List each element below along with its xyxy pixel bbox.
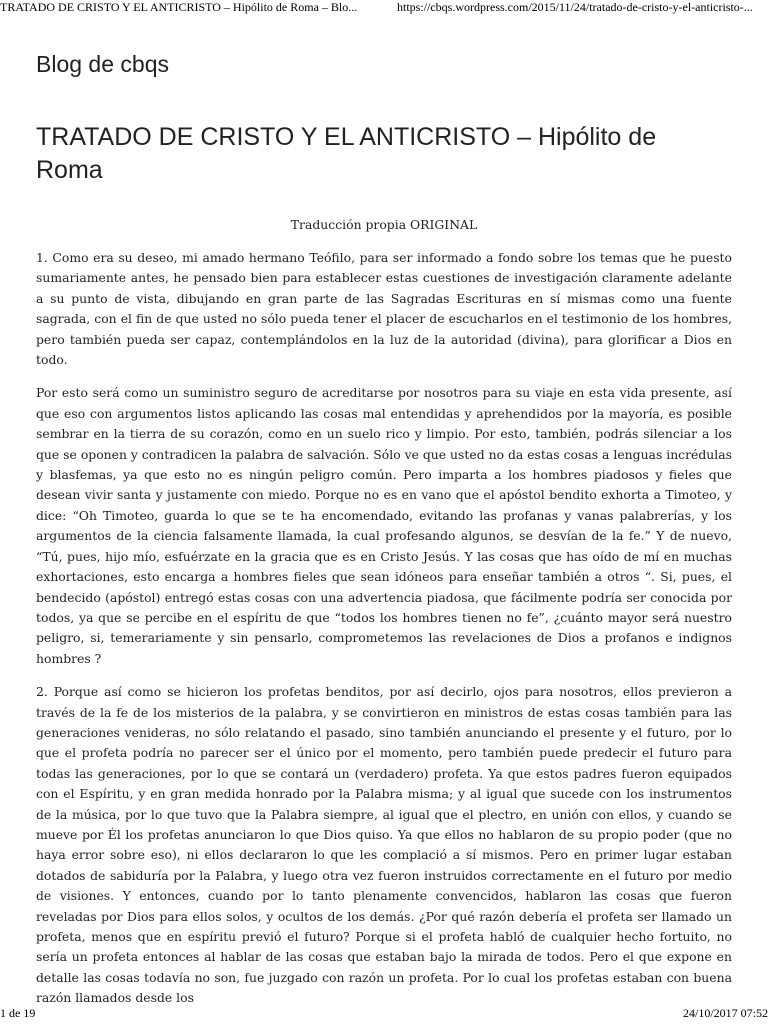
paragraph: 1. Como era su deseo, mi amado hermano Teófilo, para ser informado a fondo sobre los temas que he puesto sumariamente antes, he pensado bien para establecer estas cuestiones de investigación claramente adelante a su punto de vista, dibujando en gran parte de las Sagradas Escrituras en sí mismas como una fuente sagrada, con el fin de que usted no sólo pueda tener el placer de escucharlos en el testimonio de los hombres, pero también pueda ser capaz, contemplándolos en la luz de la autoridad (divina), para glorificar a Dios en todo. xyxy=(36,250,732,368)
blog-title[interactable]: Blog de cbqs xyxy=(36,51,169,77)
paragraph: 2. Porque así como se hicieron los profetas benditos, por así decirlo, ojos para nosotros, ellos previeron a través de la fe de los misterios de la palabra, y se convirtieron en ministros de estas cosas también para las generaciones venideras, no sólo relatando el pasado, sino también anunciando el presente y el futuro, por lo que el profeta podría no parecer ser el único por el momento, pero también puede predecir el futuro para todas las generaciones, por lo que se contará un (verdadero) profeta. Ya que estos padres fueron equipados con el Espíritu, y en gran medida honrado por la Palabra misma; y al igual que sucede con los instrumentos de la música, por lo que tuvo que la Palabra siempre, al igual que el plectro, en unión con ellos, y cuando se mueve por Él los profetas anunciaron lo que Dios quiso. Ya que ellos no hablaron de su propio poder (que no haya error sobre eso), ni ellos declararon lo que les complació a sí mismos. Pero en primer lugar estaban dotados de sabiduría por la Palabra, y luego otra vez fueron instruidos correctamente en el futuro por medio de visiones. Y entonces, cuando por lo tanto plenamente convencidos, hablaron las cosas que fueron reveladas por Dios para ellos solos, y ocultos de los demás. ¿Por qué razón debería el profeta ser llamado un profeta, menos que en espíritu previó el futuro? Porque si el profeta habló de cualquier hecho fortuito, no sería un profeta entonces al hablar de las cosas que estaban bajo la mirada de todos. Pero el que expone en detalle las cosas todavía no son, fue juzgado con razón un profeta. Por lo cual los profetas estaban con buena razón llamados desde los xyxy=(36,684,732,1006)
post-title: TRATADO DE CRISTO Y EL ANTICRISTO – Hipólito de Roma xyxy=(36,123,657,184)
post-content xyxy=(36,248,732,1022)
page-counter: 1 de 19 xyxy=(0,1006,36,1020)
print-header xyxy=(0,0,768,16)
post-subtitle: Traducción propia ORIGINAL xyxy=(290,217,478,232)
print-header-url[interactable]: https://cbqs.wordpress.com/2015/11/24/tratado-de-cristo-y-el-anticristo-... xyxy=(397,0,753,14)
print-footer xyxy=(0,1006,768,1024)
print-header-title: TRATADO DE CRISTO Y EL ANTICRISTO – Hipólito de Roma – Blo... xyxy=(0,0,358,14)
paragraph: Por esto será como un suministro seguro de acreditarse por nosotros para su viaje en esta vida presente, así que eso con argumentos listos aplicando las cosas mal entendidas y aprehendidos por la mayoría, es posible sembrar en la tierra de su corazón, como en un suelo rico y limpio. Por esto, también, podrás silenciar a los que se oponen y contradicen la palabra de salvación. Sólo ve que usted no da estas cosas a lenguas incrédulas y blasfemas, ya que esto no es ningún peligro común. Pero imparta a los hombres piadosos y fieles que desean vivir santa y justamente con miedo. Porque no es en vano que el apóstol bendito exhorta a Timoteo, y dice: “Oh Timoteo, guarda lo que se te ha encomendado, evitando las profanas y vanas palabrerías, y los argumentos de la ciencia falsamente llamada, la cual profesando algunos, se desvían de la fe.” Y de nuevo, “Tú, pues, hijo mío, esfuérzate en la gracia que es en Cristo Jesús. Y las cosas que has oído de mí en muchas exhortaciones, esto encarga a hombres fieles que sean idóneos para enseñar también a otros “. Si, pues, el bendecido (apóstol) entregó estas cosas con una advertencia piadosa, que fácilmente podría ser conocida por todos, ya que se percibe en el espíritu de que “todos los hombres tienen no fe”, ¿cuánto mayor será nuestro peligro, si, temerariamente y sin pensarlo, comprometemos las revelaciones de Dios a profanos e indignos hombres ? xyxy=(36,385,732,666)
print-datetime: 24/10/2017 07:52 xyxy=(682,1006,768,1020)
